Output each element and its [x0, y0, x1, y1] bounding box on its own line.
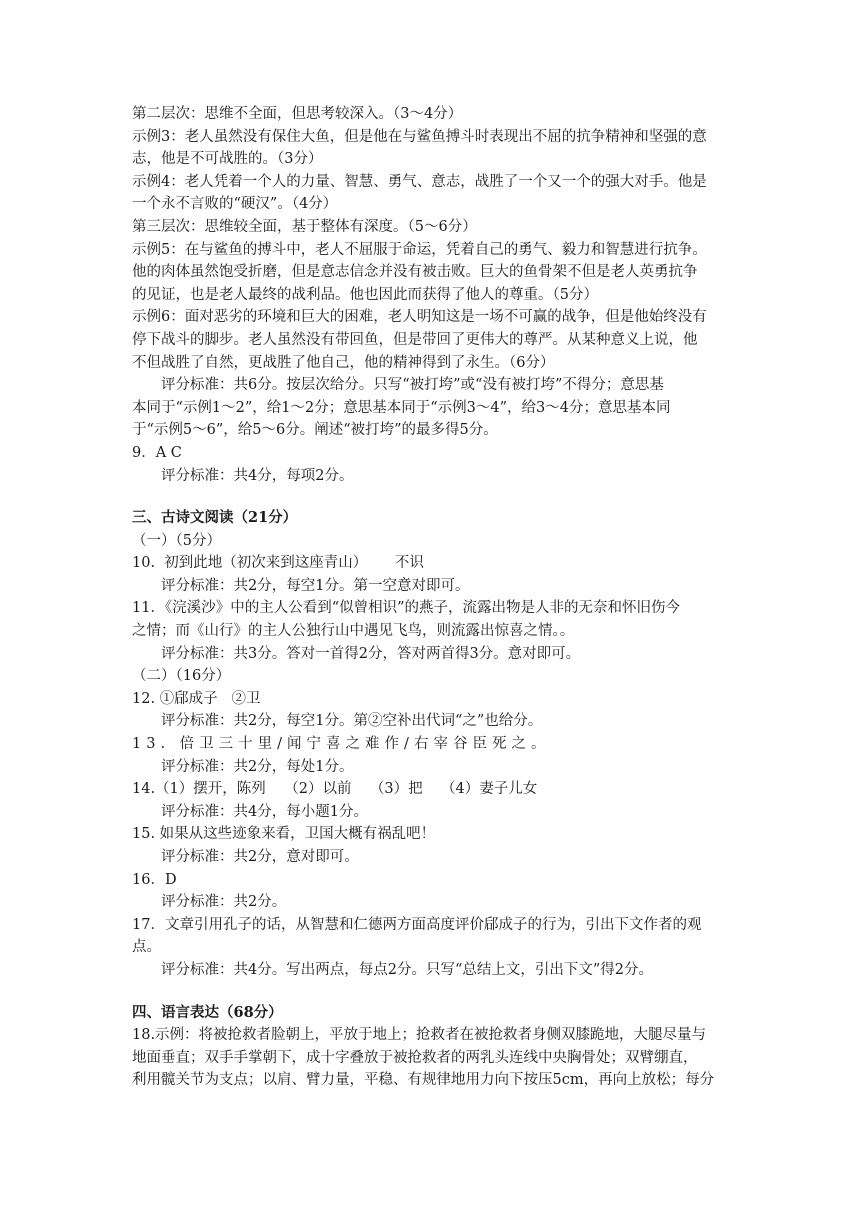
- text-line: 地面垂直；双手手掌朝下，成十字叠放于被抢救者的两乳头连线中央胸骨处；双臂绷直，: [132, 1049, 698, 1066]
- subsection-label: （二）（16分）: [132, 668, 231, 685]
- scoring-criteria: 评分标准：共2分。: [161, 894, 287, 911]
- scoring-criteria: 评分标准：共2分，每空1分。第一空意对即可。: [161, 577, 470, 594]
- text-line: 的见证，也是老人最终的战利品。他也因此而获得了他人的尊重。（5分）: [132, 286, 598, 303]
- answer-line: 10. 初到此地（初次来到这座青山） 不识: [132, 555, 424, 572]
- answer-line: 15. 如果从这些迹象来看，卫国大概有祸乱吧！: [132, 826, 436, 843]
- section-gap: [132, 982, 738, 1002]
- text-line: 第二层次：思维不全面，但思考较深入。（3～4分）: [132, 106, 463, 122]
- text-line: 示例4：老人凭着一个人的力量、智慧、勇气、意志，战胜了一个又一个的强大对手。他是: [132, 173, 707, 190]
- answer-line: 16．D: [132, 871, 177, 888]
- text-line: 第三层次：思维较全面，基于整体有深度。（5～6分）: [132, 218, 477, 235]
- scoring-criteria: 评分标准：共4分。写出两点，每点2分。只写“总结上文，引出下文”得2分。: [161, 961, 653, 978]
- subsection-label: （一）（5分）: [132, 532, 221, 549]
- scoring-criteria: 评分标准：共6分。按层次给分。只写“被打垮”或“没有被打垮”不得分；意思基: [161, 377, 664, 394]
- text-line: 本同于“示例1～2”，给1～2分；意思基本同于“示例3～4”，给3～4分；意思基本同: [132, 399, 671, 416]
- answer-line: 9．A C: [132, 444, 182, 461]
- section-heading: 三、古诗文阅读（21分）: [132, 509, 298, 527]
- section-heading: 四、语言表达（68分）: [132, 1003, 283, 1021]
- scoring-criteria: 评分标准：共3分。答对一首得2分，答对两首得3分。意对即可。: [161, 645, 581, 662]
- scoring-criteria: 评分标准：共4分，每小题1分。: [161, 803, 368, 820]
- scoring-criteria: 评分标准：共2分，每处1分。: [161, 758, 354, 775]
- answer-line: 13. 倍卫三十里/闻宁喜之难作/右宰谷臣死之。: [132, 736, 551, 753]
- answer-line: 11．《浣溪沙》中的主人公看到“似曾相识”的燕子，流露出物是人非的无奈和怀旧伤今: [132, 600, 681, 617]
- text-line: 示例6：面对恶劣的环境和巨大的困难，老人明知这是一场不可赢的战争，但是他始终没有: [132, 309, 707, 326]
- section-gap: [132, 487, 738, 507]
- text-line: 利用髋关节为支点；以肩、臂力量，平稳、有规律地用力向下按压5cm，再向上放松；每分: [132, 1072, 715, 1089]
- scoring-criteria: 评分标准：共2分，每空1分。第②空补出代词“之”也给分。: [161, 713, 543, 730]
- text-line: 于“示例5～6”，给5～6分。阐述“被打垮”的最多得5分。: [132, 422, 498, 439]
- text-line: 之情；而《山行》的主人公独行山中遇见飞鸟，则流露出惊喜之情。。: [132, 623, 575, 640]
- text-line: 不但战胜了自然，更战胜了他自己，他的精神得到了永生。（6分）: [132, 354, 555, 371]
- scoring-criteria: 评分标准：共4分，每项2分。: [161, 467, 354, 484]
- text-line: 停下战斗的脚步。老人虽然没有带回鱼，但是带回了更伟大的尊严。从某种意义上说，他: [132, 331, 698, 348]
- text-line: 点。: [132, 939, 161, 956]
- answer-line: 12. ①郈成子 ②卫: [132, 690, 261, 707]
- scoring-criteria: 评分标准：共2分，意对即可。: [161, 849, 359, 865]
- text-line: 他的肉体虽然饱受折磨，但是意志信念并没有被击败。巨大的鱼骨架不但是老人英勇抗争: [132, 264, 698, 281]
- text-line: 示例3：老人虽然没有保住大鱼，但是他在与鲨鱼搏斗时表现出不屈的抗争精神和坚强的意: [132, 128, 707, 145]
- text-line: 示例5：在与鲨鱼的搏斗中，老人不屈服于命运，凭着自己的勇气、毅力和智慧进行抗争。: [132, 241, 707, 258]
- document-page: [132, 103, 738, 1092]
- answer-line: 18.示例：将被抢救者脸朝上，平放于地上；抢救者在被抢救者身侧双膝跪地，大腿尽量与: [132, 1027, 707, 1044]
- text-line: 一个永不言败的“硬汉”。（4分）: [132, 196, 338, 213]
- text-line: 志，他是不可战胜的。（3分）: [132, 151, 323, 168]
- answer-line: 14.（1）摆开，陈列 （2）以前 （3）把 （4）妻子儿女: [132, 781, 538, 798]
- answer-line: 17．文章引用孔子的话，从智慧和仁德两方面高度评价郈成子的行为，引出下文作者的观: [132, 916, 702, 933]
